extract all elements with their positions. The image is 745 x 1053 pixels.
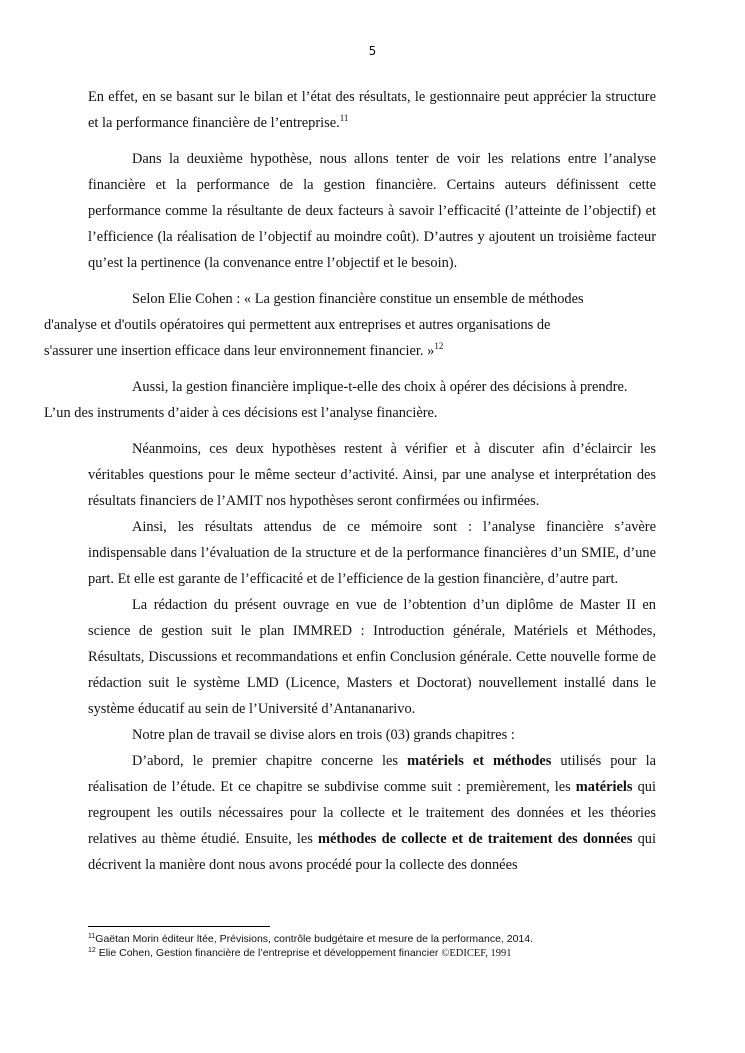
- paragraph-4: Aussi, la gestion financière implique-t-elle des choix à opérer des décisions à prendre. L’un des instruments d’aider à ces décisions est l’analyse financière.: [44, 379, 628, 421]
- document-body: [44, 84, 656, 878]
- paragraph-7: La rédaction du présent ouvrage en vue de l’obtention d’un diplôme de Master II en science de gestion suit le plan IMMRED : Introduction générale, Matériels et Méthodes, Résultats, Discussions et recommandations et enfin Conclusion générale. Cette nouvelle forme de rédaction suit le système LMD (Licence, Masters et Doctorat) nouvellement installé dans le système éducatif au sein de l’Université d’Antananarivo.: [88, 597, 656, 717]
- quote-line-2: d'analyse et d'outils opératoires qui permettent aux entreprises et autres organisations de: [44, 317, 551, 333]
- footnote-ref-11[interactable]: 11: [339, 113, 349, 123]
- paragraph-8: Notre plan de travail se divise alors en trois (03) grands chapitres :: [132, 727, 515, 743]
- footnote-12: $^{12}$ Elie Cohen, Gestion financière de l’entreprise et développement financier ©EDICEF, 1991: [88, 947, 512, 959]
- footnotes: [88, 932, 688, 961]
- footnote-separator: [88, 926, 270, 927]
- footnote-11: $^{11}$Gaëtan Morin éditeur ltée, Prévisions, contrôle budgétaire et mesure de la performance, 2014.: [88, 933, 534, 945]
- quote-line-3: s'assurer une insertion efficace dans leur environnement financier. »$^{12}$: [44, 341, 444, 359]
- bold-materiels: matériels: [575, 779, 633, 795]
- bold-materiels-methodes: matériels et méthodes: [407, 753, 552, 769]
- paragraph-1: En effet, en se basant sur le bilan et l’état des résultats, le gestionnaire peut apprécier la structure et la performance financière de l’entreprise.$^{11}$: [88, 89, 656, 131]
- paragraph-9: D’abord, le premier chapitre concerne les matériels et méthodes utilisés pour la réalisation de l’étude. Et ce chapitre se subdivise comme suit : premièrement, les matériels qui regroupent les outils nécessaires pour la collecte et le traitement des données et les théories relatives au thème étudié. Ensuite, les méthodes de collecte et de traitement des données qui décrivent la manière dont nous avons procédé pour la collecte des données: [88, 753, 656, 873]
- paragraph-2: Dans la deuxième hypothèse, nous allons tenter de voir les relations entre l’analyse financière et la performance de la gestion financière. Certains auteurs définissent cette performance comme la résultante de deux facteurs à savoir l’efficacité (l’atteinte de l’objectif) et l’efficience (la réalisation de l’objectif au moindre coût). D’autres y ajoutent un troisième facteur qu’est la pertinence (la convenance entre l’objectif et le besoin).: [88, 151, 656, 271]
- page-number: 5: [368, 44, 377, 58]
- paragraph-5: Néanmoins, ces deux hypothèses restent à vérifier et à discuter afin d’éclaircir les véritables questions pour le même secteur d’activité. Ainsi, par une analyse et interprétation des résultats financiers de l’AMIT nos hypothèses seront confirmées ou infirmées.: [88, 441, 656, 509]
- paragraph-3: [44, 286, 656, 364]
- quote-line-1: Selon Elie Cohen : « La gestion financière constitue un ensemble de méthodes: [132, 291, 584, 307]
- footnote-ref-12[interactable]: 12: [434, 341, 444, 351]
- bold-methodes-collecte: méthodes de collecte et de traitement des données: [318, 831, 633, 847]
- paragraph-6: Ainsi, les résultats attendus de ce mémoire sont : l’analyse financière s’avère indispensable dans l’évaluation de la structure et de la performance financières d’un SMIE, d’une part. Et elle est garante de l’efficacité et de l’efficience de la gestion financière, d’autre part.: [88, 519, 656, 587]
